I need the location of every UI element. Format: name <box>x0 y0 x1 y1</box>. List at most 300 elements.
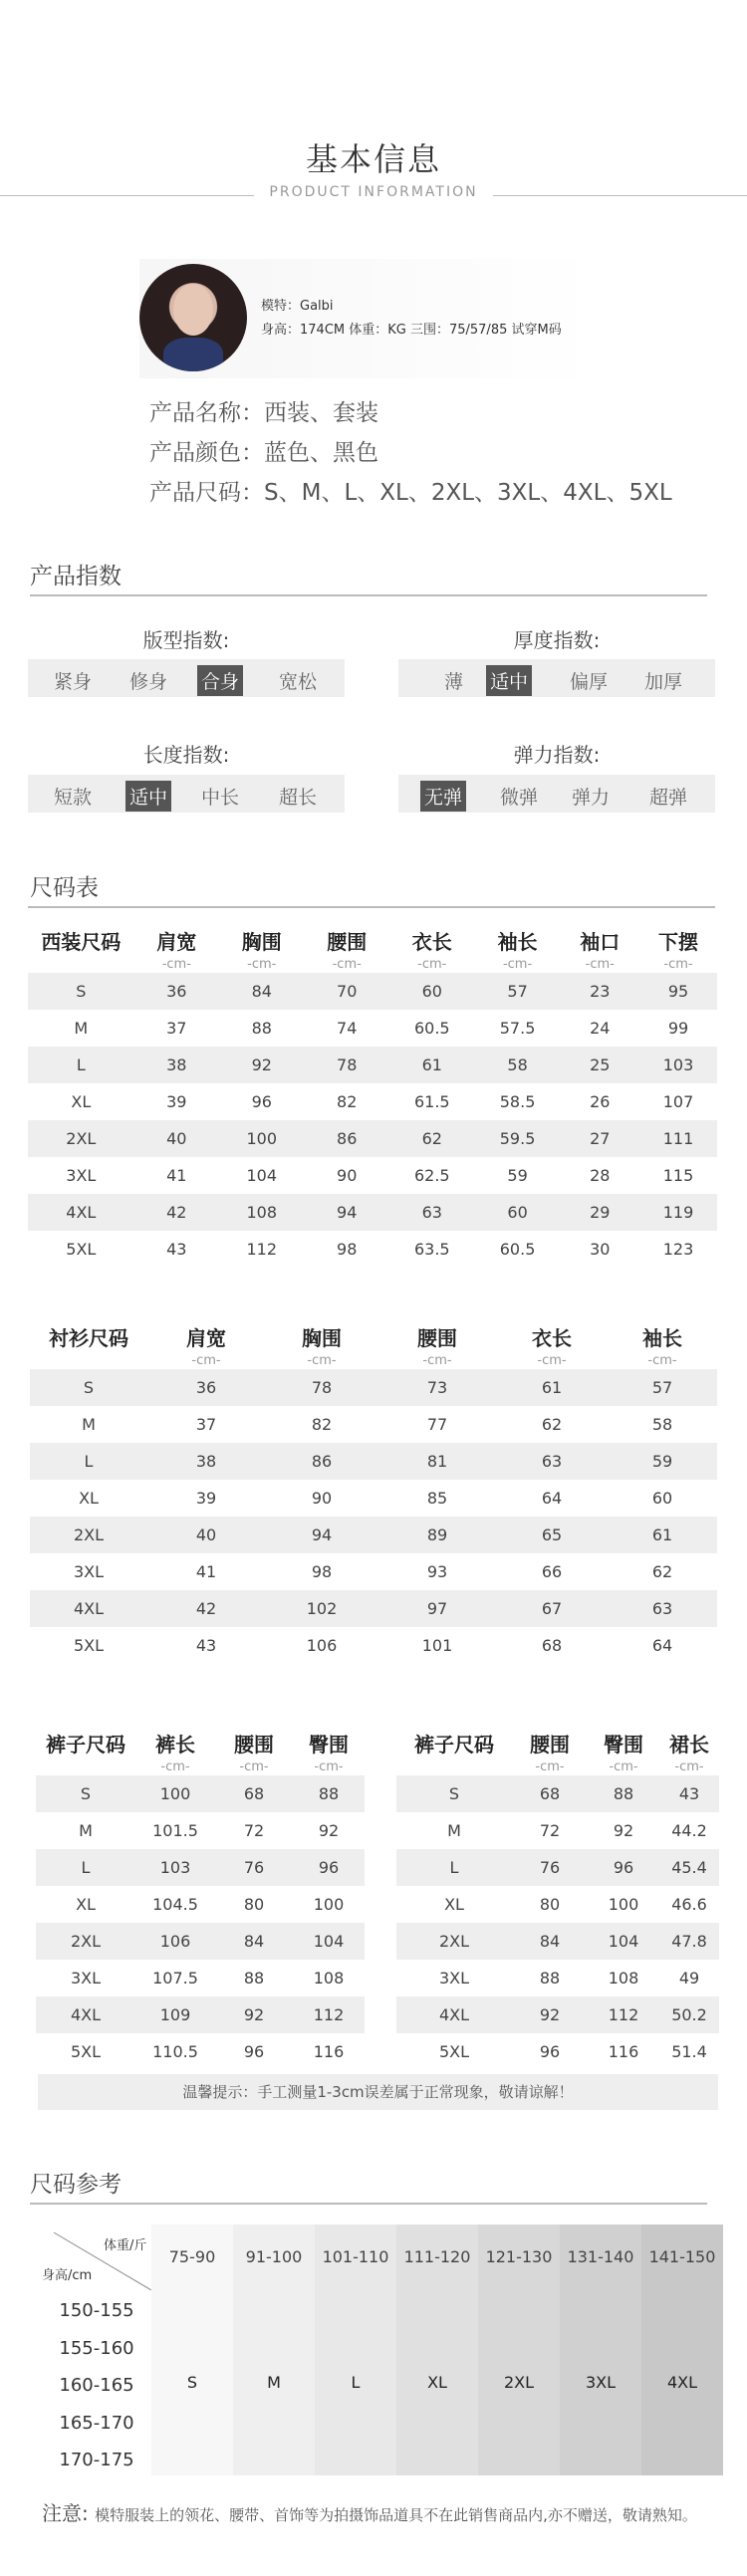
suit-cell: 94 <box>305 1194 389 1231</box>
shirt-cell: 93 <box>426 1562 448 1581</box>
shirt-cell: 37 <box>195 1415 217 1434</box>
shirt-cell: 41 <box>195 1562 217 1581</box>
shirt-cell: 65 <box>496 1517 608 1553</box>
pants-cell: 100 <box>135 1775 215 1812</box>
index-row-1 <box>398 659 715 697</box>
pants-cell: 3XL <box>70 1969 102 1988</box>
index-option-1-0: 薄 <box>444 671 464 693</box>
suit-cell: 96 <box>251 1092 272 1111</box>
pants-cell: 104.5 <box>152 1895 198 1914</box>
index-option-0-0: 紧身 <box>54 671 93 693</box>
shirt-cell: 60 <box>651 1489 673 1508</box>
suit-size-table <box>28 926 717 1268</box>
table-row <box>396 1960 719 1996</box>
skirt-header-1: 腰围 <box>530 1733 570 1756</box>
suit-cell: 107 <box>662 1092 694 1111</box>
table-row <box>28 1194 717 1231</box>
suit-cell: M <box>74 1019 89 1038</box>
suit-cell: 36 <box>134 973 219 1010</box>
suit-unit-7: -cm- <box>663 956 693 972</box>
suit-cell: 108 <box>219 1194 305 1231</box>
suit-cell: 62 <box>389 1120 475 1157</box>
suit-cell: 41 <box>166 1166 187 1185</box>
pants-cell: 116 <box>313 2042 345 2061</box>
suit-cell: 2XL <box>28 1120 134 1157</box>
suit-cell: 57.5 <box>499 1019 536 1038</box>
index-option-1-2: 偏厚 <box>570 671 609 693</box>
pants-cell: 103 <box>135 1849 215 1886</box>
suit-cell: 39 <box>166 1092 187 1111</box>
pants-cell: L <box>36 1849 135 1886</box>
skirt-cell: 46.6 <box>671 1895 707 1914</box>
pants-cell: 4XL <box>36 1996 135 2033</box>
skirt-cell: 80 <box>539 1895 561 1914</box>
index-label-3: 弹力指数: <box>513 743 601 767</box>
suit-unit-0 <box>28 955 134 973</box>
suit-cell: 78 <box>305 1047 389 1083</box>
index-option-3-0: 无弹 <box>420 781 466 812</box>
index-row-2 <box>28 775 345 813</box>
skirt-cell: 116 <box>608 2042 639 2061</box>
suit-cell: 30 <box>590 1240 611 1259</box>
suit-cell: 43 <box>166 1240 187 1259</box>
suit-cell: 60 <box>475 1194 561 1231</box>
pants-cell: 106 <box>135 1923 215 1960</box>
shirt-cell: 59 <box>608 1443 717 1480</box>
shirt-cell: 63 <box>496 1443 608 1480</box>
table-row <box>36 1775 365 1812</box>
pants-cell: 80 <box>243 1895 265 1914</box>
table-row <box>28 1157 717 1194</box>
index-option-3-1: 微弹 <box>500 787 539 809</box>
table-row <box>36 1886 365 1923</box>
pants-cell: 101.5 <box>152 1821 198 1840</box>
corner-weight-label: 体重/斤 <box>104 2238 147 2253</box>
table-row <box>396 1812 719 1849</box>
pants-unit-2: -cm- <box>239 1758 269 1774</box>
suit-header-2: 胸围 <box>241 930 282 954</box>
suit-cell: XL <box>71 1092 92 1111</box>
suit-cell: 98 <box>337 1240 358 1259</box>
skirt-cell: 51.4 <box>671 2042 707 2061</box>
shirt-cell: 4XL <box>30 1590 147 1627</box>
shirt-cell: 78 <box>265 1369 378 1406</box>
table-row <box>30 1406 717 1443</box>
pants-cell: 88 <box>243 1969 265 1988</box>
suit-cell: 37 <box>166 1019 187 1038</box>
shirt-cell: 77 <box>426 1415 448 1434</box>
pants-cell: 107.5 <box>152 1969 198 1988</box>
shirt-cell: 38 <box>147 1443 265 1480</box>
skirt-cell: 88 <box>588 1775 659 1812</box>
skirt-cell: 50.2 <box>659 1996 719 2033</box>
skirt-cell: 2XL <box>396 1923 512 1960</box>
pants-cell: 96 <box>293 1849 365 1886</box>
suit-cell: 26 <box>590 1092 611 1111</box>
shirt-cell: 61 <box>608 1517 717 1553</box>
skirt-size-table <box>396 1729 719 2070</box>
suit-unit-2: -cm- <box>247 956 277 972</box>
table-row <box>36 1849 365 1886</box>
size-table-title: 尺码表 <box>30 875 99 901</box>
shirt-cell: 5XL <box>73 1636 105 1655</box>
table-row <box>36 1996 365 2033</box>
suit-unit-6: -cm- <box>585 956 615 972</box>
pants-cell: 5XL <box>70 2042 102 2061</box>
pants-cell: 92 <box>318 1821 340 1840</box>
shirt-cell: 81 <box>378 1443 496 1480</box>
pants-cell: M <box>79 1821 93 1840</box>
pants-cell: 100 <box>313 1895 345 1914</box>
suit-cell: 38 <box>134 1047 219 1083</box>
table-row <box>30 1517 717 1553</box>
table-row <box>36 1960 365 1996</box>
shirt-unit-5: -cm- <box>647 1352 677 1368</box>
shirt-header-3: 腰围 <box>417 1326 457 1350</box>
suit-cell: 84 <box>219 973 305 1010</box>
suit-cell: 62.5 <box>413 1166 450 1185</box>
skirt-cell: 68 <box>512 1775 588 1812</box>
model-stats: 身高：174CM 体重：KG 三围：75/57/85 试穿M码 <box>261 323 562 338</box>
suit-cell: 90 <box>337 1166 358 1185</box>
reference-weight: 91-100 <box>245 2247 303 2266</box>
index-option-2-1: 适中 <box>125 781 171 812</box>
shirt-cell: 98 <box>311 1562 333 1581</box>
skirt-unit-2: -cm- <box>609 1758 638 1774</box>
index-option-2-2: 中长 <box>201 787 240 809</box>
shirt-cell: 43 <box>195 1636 217 1655</box>
suit-cell: 86 <box>305 1120 389 1157</box>
suit-cell: 115 <box>662 1166 694 1185</box>
pants-cell: 92 <box>215 1996 293 2033</box>
table-row <box>30 1627 717 1664</box>
suit-cell: 25 <box>560 1047 639 1083</box>
index-option-1-1: 适中 <box>486 665 532 696</box>
shirt-size-table <box>30 1322 717 1664</box>
shirt-cell: 97 <box>378 1590 496 1627</box>
skirt-cell: 5XL <box>438 2042 470 2061</box>
reference-height: 165-170 <box>59 2412 134 2434</box>
pants-header-0: 裤子尺码 <box>46 1733 125 1756</box>
shirt-cell: 66 <box>541 1562 563 1581</box>
reference-weight: 141-150 <box>648 2247 716 2266</box>
shirt-cell: 101 <box>421 1636 453 1655</box>
table-row <box>396 1775 719 1812</box>
table-row <box>28 973 717 1010</box>
reference-size: L <box>351 2373 361 2392</box>
suit-cell: L <box>28 1047 134 1083</box>
pants-cell: 110.5 <box>152 2042 198 2061</box>
note-text: 模特服装上的领花、腰带、首饰等为拍摄饰品道具不在此销售商品内,亦不赠送，敬请熟知。 <box>95 2506 697 2524</box>
shirt-cell: 62 <box>651 1562 673 1581</box>
reference-column <box>315 2225 396 2475</box>
skirt-header-3: 裙长 <box>669 1733 709 1756</box>
pants-header-2: 腰围 <box>234 1733 274 1756</box>
shirt-cell: 82 <box>311 1415 333 1434</box>
suit-cell: 5XL <box>66 1240 97 1259</box>
section-subtitle: PRODUCT INFORMATION <box>269 184 478 200</box>
suit-cell: 82 <box>337 1092 358 1111</box>
index-option-1-3: 加厚 <box>644 671 683 693</box>
index-row-3 <box>398 775 715 813</box>
pants-cell: 72 <box>243 1821 265 1840</box>
suit-cell: 27 <box>560 1120 639 1157</box>
table-row <box>30 1369 717 1406</box>
reference-size: M <box>267 2373 281 2392</box>
table-row <box>396 2033 719 2070</box>
suit-cell: 59 <box>507 1166 528 1185</box>
reference-column <box>560 2225 641 2475</box>
index-label-1: 厚度指数: <box>513 628 601 652</box>
suit-cell: 29 <box>560 1194 639 1231</box>
suit-cell: 58.5 <box>499 1092 536 1111</box>
suit-header-3: 腰围 <box>327 930 368 954</box>
suit-cell: 40 <box>134 1120 219 1157</box>
shirt-cell: 42 <box>147 1590 265 1627</box>
pants-unit-3: -cm- <box>314 1758 344 1774</box>
suit-unit-3: -cm- <box>332 956 362 972</box>
table-row <box>28 1010 717 1047</box>
shirt-cell: 63 <box>608 1590 717 1627</box>
table-row <box>396 1886 719 1923</box>
shirt-header-4: 衣长 <box>532 1326 572 1350</box>
pants-cell: XL <box>76 1895 96 1914</box>
suit-cell: 58 <box>475 1047 561 1083</box>
reference-size: 4XL <box>666 2373 698 2392</box>
suit-cell: 123 <box>662 1240 694 1259</box>
suit-cell: 63.5 <box>413 1240 450 1259</box>
divider-right <box>493 195 747 196</box>
reference-column <box>641 2225 723 2475</box>
size-reference-grid <box>42 2225 727 2475</box>
suit-cell: 61.5 <box>413 1092 450 1111</box>
skirt-cell: XL <box>444 1895 464 1914</box>
shirt-cell: 2XL <box>30 1517 147 1553</box>
skirt-header-0: 裤子尺码 <box>414 1733 494 1756</box>
reference-weight: 111-120 <box>403 2247 471 2266</box>
shirt-cell: 36 <box>147 1369 265 1406</box>
suit-cell: 60 <box>389 973 475 1010</box>
table-row <box>30 1590 717 1627</box>
table-row <box>28 1231 717 1268</box>
shirt-cell: 85 <box>426 1489 448 1508</box>
pants-size-table <box>36 1729 365 2070</box>
suit-cell: 57 <box>475 973 561 1010</box>
shirt-cell: 57 <box>608 1369 717 1406</box>
shirt-cell: M <box>82 1415 96 1434</box>
suit-cell: 104 <box>246 1166 278 1185</box>
suit-header-4: 衣长 <box>411 930 452 954</box>
pants-cell: 109 <box>135 1996 215 2033</box>
measurement-notice: 温馨提示：手工测量1-3cm误差属于正常现象，敬请谅解！ <box>38 2074 718 2110</box>
skirt-cell: 108 <box>608 1969 639 1988</box>
skirt-cell: 47.8 <box>659 1923 719 1960</box>
skirt-cell: 84 <box>512 1923 588 1960</box>
footer-note <box>42 2497 697 2526</box>
pants-cell: 104 <box>293 1923 365 1960</box>
suit-unit-1: -cm- <box>161 956 191 972</box>
pants-unit-1: -cm- <box>160 1758 190 1774</box>
reference-column <box>233 2225 315 2475</box>
table-row <box>396 1849 719 1886</box>
index-option-0-3: 宽松 <box>279 671 318 693</box>
suit-cell: 63 <box>389 1194 475 1231</box>
pants-cell: 108 <box>313 1969 345 1988</box>
suit-cell: 95 <box>639 973 717 1010</box>
suit-header-5: 袖长 <box>497 930 538 954</box>
suit-cell: 88 <box>251 1019 272 1038</box>
skirt-cell: 96 <box>539 2042 561 2061</box>
suit-header-1: 肩宽 <box>156 930 197 954</box>
suit-cell: 74 <box>337 1019 358 1038</box>
suit-cell: 60.5 <box>499 1240 536 1259</box>
shirt-unit-2: -cm- <box>307 1352 337 1368</box>
corner-height-label: 身高/cm <box>42 2268 93 2283</box>
shirt-cell: 102 <box>265 1590 378 1627</box>
skirt-cell: 72 <box>539 1821 561 1840</box>
suit-cell: 24 <box>590 1019 611 1038</box>
suit-header-0: 西装尺码 <box>41 930 122 954</box>
index-label-2: 长度指数: <box>142 743 230 767</box>
table-row <box>28 1047 717 1083</box>
shirt-cell: 106 <box>306 1636 338 1655</box>
suit-cell: 70 <box>305 973 389 1010</box>
pants-unit-0 <box>36 1757 135 1775</box>
skirt-cell: 45.4 <box>659 1849 719 1886</box>
index-title: 产品指数 <box>30 564 122 589</box>
reference-weight: 131-140 <box>567 2247 634 2266</box>
shirt-unit-4: -cm- <box>537 1352 567 1368</box>
shirt-cell: S <box>30 1369 147 1406</box>
shirt-cell: 61 <box>496 1369 608 1406</box>
product-sizes: 产品尺码：S、M、L、XL、2XL、3XL、4XL、5XL <box>149 480 672 506</box>
suit-header-6: 袖口 <box>580 930 621 954</box>
shirt-header-2: 胸围 <box>302 1326 342 1350</box>
index-divider <box>30 594 707 596</box>
suit-cell: 59.5 <box>475 1120 561 1157</box>
shirt-unit-3: -cm- <box>422 1352 452 1368</box>
shirt-cell: 64 <box>541 1489 563 1508</box>
shirt-unit-1: -cm- <box>191 1352 221 1368</box>
table-row <box>30 1480 717 1517</box>
suit-cell: 100 <box>219 1120 305 1157</box>
pants-header-3: 臀围 <box>309 1733 349 1756</box>
table-row <box>396 1996 719 2033</box>
skirt-unit-0 <box>396 1757 512 1775</box>
reference-column <box>478 2225 560 2475</box>
pants-cell: 76 <box>215 1849 293 1886</box>
shirt-cell: L <box>30 1443 147 1480</box>
skirt-cell: 96 <box>588 1849 659 1886</box>
reference-weight: 75-90 <box>168 2247 216 2266</box>
pants-cell: 88 <box>293 1775 365 1812</box>
pants-cell: 96 <box>243 2042 265 2061</box>
skirt-cell: 100 <box>608 1895 639 1914</box>
table-row <box>30 1553 717 1590</box>
skirt-cell: 104 <box>588 1923 659 1960</box>
shirt-header-1: 肩宽 <box>186 1326 226 1350</box>
reference-size: XL <box>427 2373 447 2392</box>
skirt-cell: M <box>447 1821 461 1840</box>
suit-cell: 4XL <box>28 1194 134 1231</box>
shirt-cell: 62 <box>541 1415 563 1434</box>
shirt-cell: 39 <box>195 1489 217 1508</box>
skirt-cell: 4XL <box>396 1996 512 2033</box>
reference-height: 160-165 <box>59 2375 134 2396</box>
suit-cell: 3XL <box>66 1166 97 1185</box>
suit-cell: 103 <box>639 1047 717 1083</box>
suit-cell: 119 <box>639 1194 717 1231</box>
reference-weight: 101-110 <box>322 2247 389 2266</box>
pants-cell: 84 <box>215 1923 293 1960</box>
shirt-cell: 73 <box>378 1369 496 1406</box>
reference-title: 尺码参考 <box>30 2172 122 2198</box>
pants-cell: 112 <box>293 1996 365 2033</box>
reference-height: 170-175 <box>59 2450 134 2470</box>
skirt-cell: 3XL <box>438 1969 470 1988</box>
pants-cell: 68 <box>215 1775 293 1812</box>
table-row <box>396 1923 719 1960</box>
suit-cell: 60.5 <box>413 1019 450 1038</box>
suit-cell: 23 <box>560 973 639 1010</box>
reference-height: 155-160 <box>59 2337 134 2359</box>
table-row <box>30 1443 717 1480</box>
index-option-2-3: 超长 <box>279 787 318 809</box>
skirt-unit-3: -cm- <box>674 1758 704 1774</box>
table-row <box>28 1120 717 1157</box>
shirt-cell: 3XL <box>73 1562 105 1581</box>
shirt-cell: 89 <box>378 1517 496 1553</box>
shirt-header-0: 衬衫尺码 <box>49 1326 128 1350</box>
suit-unit-4: -cm- <box>417 956 447 972</box>
note-label: 注意: <box>42 2501 89 2525</box>
reference-size: 3XL <box>585 2373 617 2392</box>
shirt-cell: 94 <box>265 1517 378 1553</box>
section-title-basic-info: 基本信息 <box>305 140 441 178</box>
suit-cell: 28 <box>590 1166 611 1185</box>
table-row <box>36 1812 365 1849</box>
skirt-cell: L <box>396 1849 512 1886</box>
skirt-cell: S <box>396 1775 512 1812</box>
skirt-cell: 88 <box>539 1969 561 1988</box>
reference-column <box>151 2225 233 2475</box>
table-row <box>36 1923 365 1960</box>
table-row <box>36 2033 365 2070</box>
reference-column <box>396 2225 478 2475</box>
suit-cell: 99 <box>667 1019 689 1038</box>
table-row <box>28 1083 717 1120</box>
index-option-2-0: 短款 <box>54 787 93 809</box>
skirt-cell: 44.2 <box>671 1821 707 1840</box>
shirt-cell: XL <box>79 1489 99 1508</box>
suit-cell: 111 <box>639 1120 717 1157</box>
skirt-cell: 112 <box>588 1996 659 2033</box>
shirt-cell: 67 <box>496 1590 608 1627</box>
shirt-cell: 40 <box>147 1517 265 1553</box>
skirt-cell: 43 <box>659 1775 719 1812</box>
suit-header-7: 下摆 <box>658 930 699 954</box>
index-option-0-1: 修身 <box>129 671 168 693</box>
index-option-3-2: 弹力 <box>572 787 611 809</box>
suit-unit-5: -cm- <box>502 956 533 972</box>
suit-cell: 92 <box>219 1047 305 1083</box>
reference-height: 150-155 <box>59 2300 134 2321</box>
reference-divider <box>30 2203 707 2205</box>
shirt-unit-0 <box>30 1351 147 1369</box>
suit-cell: 61 <box>389 1047 475 1083</box>
skirt-cell: 92 <box>613 1821 634 1840</box>
index-option-0-2: 合身 <box>197 665 243 696</box>
